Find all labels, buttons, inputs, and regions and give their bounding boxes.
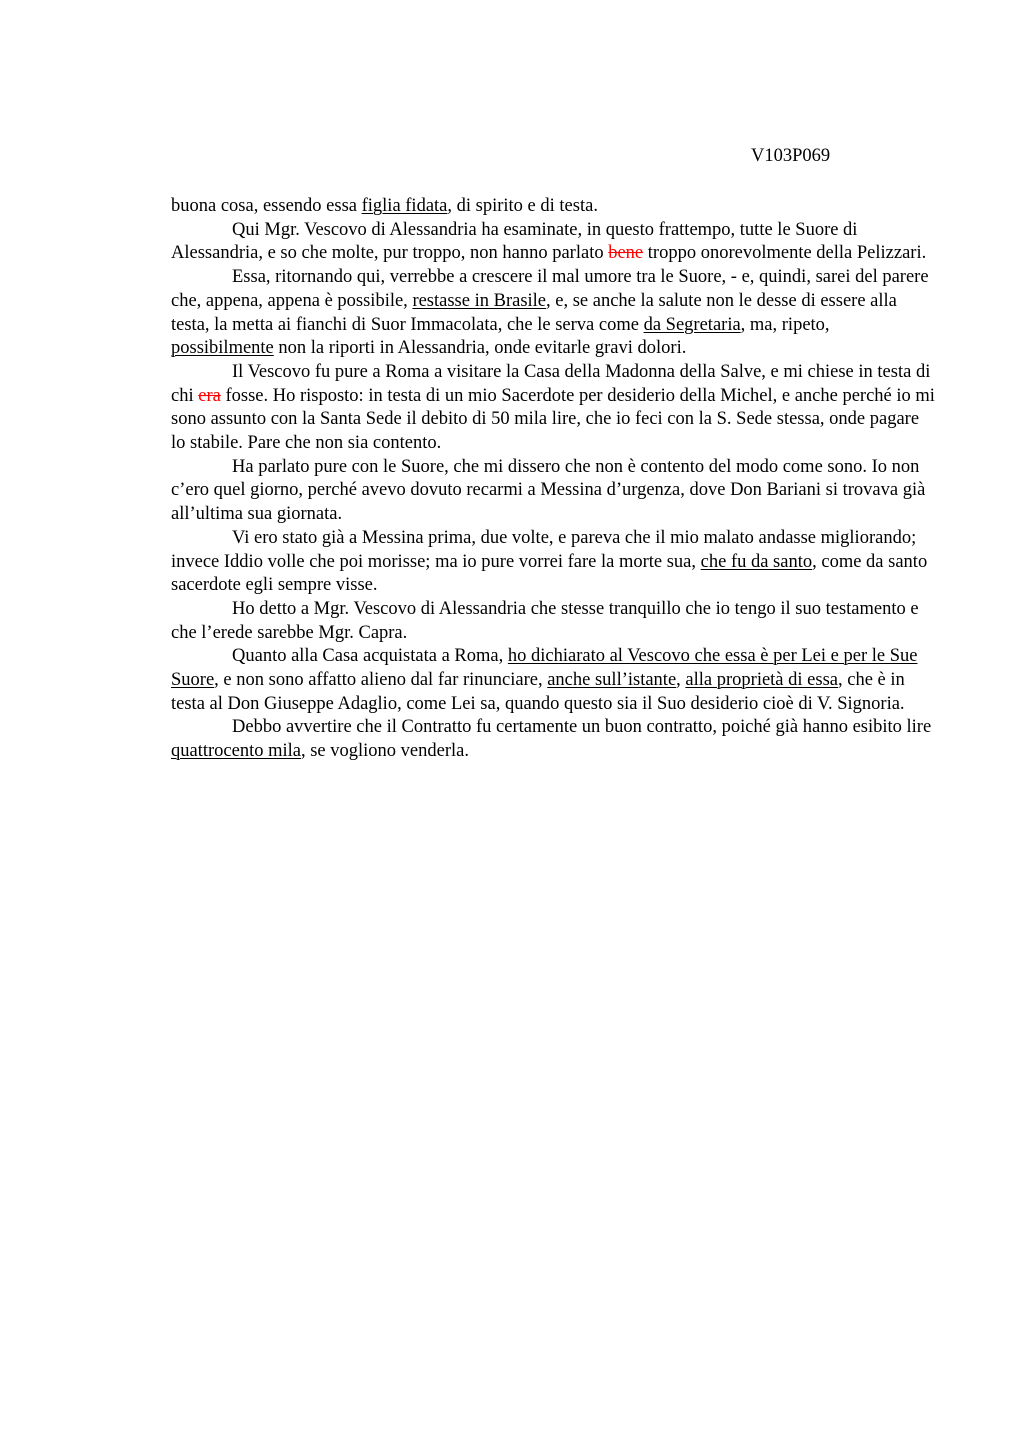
text-segment: , e, se anche la salute non le desse di essere alla testa, la metta ai fianchi di Suor Immacolata, che le serva come <box>171 290 897 335</box>
text-segment: , che è in testa al Don Giuseppe Adaglio, come Lei sa, quando questo sia il Suo desiderio cioè di V. Signoria. <box>171 670 905 714</box>
text-segment: Debbo avvertire che il Contratto fu certamente un buon contratto, poiché già hanno esibito lire <box>232 717 932 738</box>
underlined-text: anche sull’istante <box>547 670 677 691</box>
underlined-text: ho dichiarato al Vescovo che essa è per Lei e per le Sue Suore <box>171 646 918 691</box>
paragraph <box>171 598 936 645</box>
text-segment: non la riporti in Alessandria, onde evitarle gravi dolori. <box>273 338 687 359</box>
text-segment: Quanto alla Casa acquistata a Roma, <box>232 646 508 667</box>
text-segment: , e non sono affatto alieno dal far rinunciare, <box>214 670 548 691</box>
underlined-text: figlia fidata <box>361 196 448 216</box>
underlined-text: che fu da santo <box>700 551 813 572</box>
text-segment: buona cosa, essendo essa <box>171 196 362 216</box>
paragraph <box>171 456 936 527</box>
letter-body <box>171 195 936 764</box>
underlined-text: possibilmente <box>171 338 274 359</box>
paragraph <box>171 527 936 598</box>
underlined-text: da Segretaria <box>643 314 741 335</box>
underlined-text: restasse in Brasile <box>412 290 547 311</box>
text-segment: , se vogliono venderla. <box>300 741 469 762</box>
text-segment: Il Vescovo fu pure a Roma a visitare la Casa della Madonna della Salve, e mi chiese in testa di chi <box>171 361 931 406</box>
paragraph <box>171 645 936 716</box>
text-segment: fosse. Ho risposto: in testa di un mio Sacerdote per desiderio della Michel, e anche perché io mi sono assunto con la Santa Sede il debito di 50 mila lire, che io feci con la S. Sede stessa, onde pagare lo stabile. Pare che non sia contento. <box>171 385 935 454</box>
struck-through-text: era <box>198 385 221 406</box>
paragraph <box>171 361 936 456</box>
text-segment: Qui Mgr. Vescovo di Alessandria ha esaminate, in questo frattempo, tutte le Suore di Alessandria, e so che molte, pur troppo, non hanno parlato <box>171 219 858 264</box>
text-segment: Ho detto a Mgr. Vescovo di Alessandria che stesse tranquillo che io tengo il suo testamento e che l’erede sarebbe Mgr. Capra. <box>171 598 919 643</box>
struck-through-text: bene <box>608 243 644 264</box>
text-segment: , come da santo sacerdote egli sempre visse. <box>171 551 928 596</box>
paragraph <box>171 266 936 361</box>
text-segment: troppo onorevolmente della Pelizzari. <box>643 243 927 264</box>
text-segment: Vi ero stato già a Messina prima, due volte, e pareva che il mio malato andasse migliorando; invece Iddio volle che poi morisse; ma io pure vorrei fare la morte sua, <box>171 527 917 572</box>
page-reference: V103P069 <box>751 146 831 166</box>
text-segment: Essa, ritornando qui, verrebbe a crescere il mal umore tra le Suore, - e, quindi, sarei del parere che, appena, appena è possibile, <box>171 267 929 311</box>
text-segment: , <box>676 670 686 691</box>
text-segment: Ha parlato pure con le Suore, che mi dissero che non è contento del modo come sono. Io non c’ero quel giorno, perché avevo dovuto recarmi a Messina d’urgenza, dove Don Bariani si trovava già all’ultima sua giornata. <box>171 456 926 525</box>
underlined-text: quattrocento mila <box>171 741 301 762</box>
underlined-text: alla proprietà di essa <box>685 670 838 691</box>
text-segment: , ma, ripeto, <box>740 314 830 335</box>
paragraph <box>171 716 936 763</box>
text-segment: , di spirito e di testa. <box>447 196 598 216</box>
paragraph <box>171 195 936 219</box>
paragraph <box>171 219 936 266</box>
